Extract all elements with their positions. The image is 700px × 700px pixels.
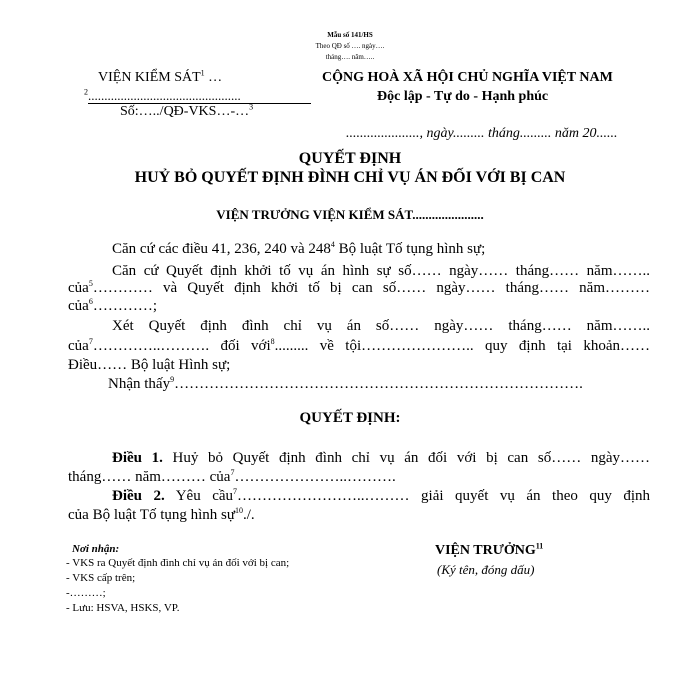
national-motto: Độc lập - Tự do - Hạnh phúc bbox=[377, 89, 549, 104]
document-title: QUYẾT ĐỊNH bbox=[298, 150, 402, 167]
recipient-item: - VKS cấp trên; bbox=[66, 572, 136, 584]
basis-paragraph-2: Căn cứ Quyết định khởi tố vụ án hình sự số…… ngày…… tháng…… năm…….. bbox=[112, 263, 650, 279]
form-basis-date: tháng…. năm….. bbox=[325, 53, 375, 61]
signature-note: (Ký tên, đóng dấu) bbox=[437, 562, 535, 577]
article-2-cont: của Bộ luật Tố tụng hình sự$^{10}$./. bbox=[68, 506, 255, 523]
document-subtitle: HUỶ BỎ QUYẾT ĐỊNH ĐÌNH CHỈ VỤ ÁN ĐỐI VỚI BỊ CAN bbox=[134, 169, 566, 186]
decision-heading: QUYẾT ĐỊNH: bbox=[299, 410, 401, 426]
agency-name: VIỆN KIỂM SÁT$^1$ … bbox=[98, 68, 223, 85]
recipient-item: -………; bbox=[66, 587, 106, 599]
recipient-item: - Lưu: HSVA, HSKS, VP. bbox=[66, 602, 180, 614]
article-1-label: Điều 1. bbox=[112, 450, 163, 466]
national-title: CỘNG HOÀ XÃ HỘI CHỦ NGHĨA VIỆT NAM bbox=[322, 70, 613, 85]
article-1: Điều 1. Huỷ bỏ Quyết định đình chỉ vụ án đối với bị can số…… ngày…… bbox=[112, 450, 651, 466]
issuer-line: VIỆN TRƯỞNG VIỆN KIỂM SÁT...................... bbox=[216, 207, 484, 222]
form-code-block bbox=[280, 30, 420, 63]
document-number: Số:…../QĐ-VKS…-…$^3$ bbox=[120, 102, 254, 119]
article-2: Điều 2. Yêu cầu$^7$……………………..……… giải quyết vụ án theo quy định bbox=[112, 487, 651, 504]
basis-paragraph-1: Căn cứ các điều 41, 236, 240 và $248^4$ Bộ luật Tố tụng hình sự; bbox=[112, 240, 486, 257]
form-code: Mẫu số 141/HS bbox=[327, 31, 373, 39]
consideration-paragraph-end: Điều…… Bộ luật Hình sự; bbox=[68, 357, 231, 373]
recipient-item: - VKS ra Quyết định đình chỉ vụ án đối với bị can; bbox=[66, 557, 290, 569]
article-1-cont: tháng…… năm……… của$^7$…………………..………. bbox=[68, 468, 396, 485]
agency-subline: $^2$............................................... bbox=[84, 88, 311, 104]
recipients-title: Nơi nhận: bbox=[72, 543, 120, 555]
basis-paragraph-2-cont: của$^5$………… và Quyết định khởi tố bị can số…… ngày…… tháng…… năm……… bbox=[68, 279, 650, 296]
consideration-paragraph-cont: của$^7$…………..………. đối với$^8$......... về tội………………….. quy định tại khoản…… bbox=[68, 337, 650, 354]
consideration-paragraph: Xét Quyết định đình chỉ vụ án số…… ngày…… tháng…… năm…….. bbox=[112, 318, 650, 334]
article-2-label: Điều 2. bbox=[112, 488, 165, 504]
basis-paragraph-2-end: của$^6$…………; bbox=[68, 297, 157, 314]
place-date-line: ....................., ngày......... tháng......... năm 20...... bbox=[346, 126, 618, 141]
signature-title: VIỆN TRƯỞNG$^{11}$ bbox=[435, 541, 544, 558]
finding-paragraph: Nhận thấy$^9$………………………………………………………………………. bbox=[108, 375, 583, 392]
form-basis: Theo QĐ số …. ngày…. bbox=[315, 42, 385, 50]
